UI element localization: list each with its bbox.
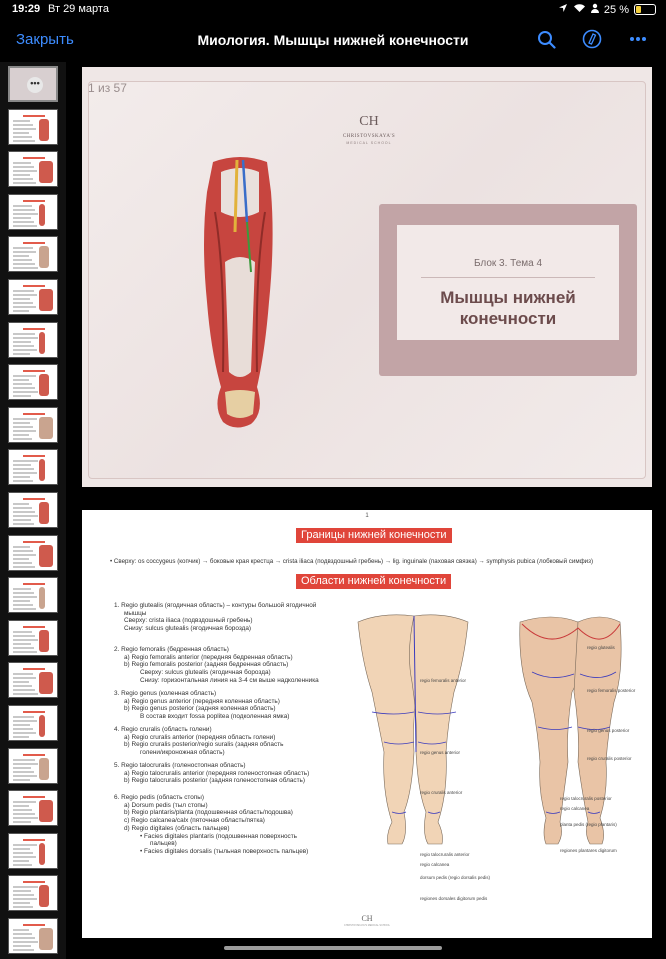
front-region-label: regio cruralis anterior [420, 790, 463, 795]
heading-regions: Области нижней конечности [296, 574, 451, 589]
back-region-label: regio cruralis posterior [587, 756, 632, 761]
thumbnail-page-12[interactable] [8, 535, 58, 571]
thumbnail-page-13[interactable] [8, 577, 58, 613]
markup-icon[interactable] [582, 28, 602, 50]
nav-actions [536, 28, 648, 50]
document-viewer[interactable] [68, 62, 666, 959]
back-region-label: regiones plantares digitorum [560, 848, 617, 853]
status-indicators [558, 3, 656, 16]
school-name: CHRISTOVSKAYA'S [342, 134, 396, 139]
region-line: пальцев) [150, 840, 177, 848]
region-item-3 [114, 690, 342, 721]
back-region-label: regio femoralis posterior [587, 688, 636, 693]
region-line: 2. Regio femoralis (бедренная область) [114, 646, 229, 653]
thumbnail-page-14[interactable] [8, 620, 58, 656]
region-line: a) Regio cruralis anterior (передняя область голени) [124, 733, 276, 741]
back-region-label: regio genus posterior [587, 728, 630, 733]
title-card [379, 204, 637, 376]
cover-title [397, 287, 619, 329]
region-line: b) Regio cruralis posterior/regio suralis (задняя область [124, 741, 284, 749]
thumbnail-page-9[interactable] [8, 407, 58, 443]
page-number: 1 [365, 513, 369, 519]
wifi-icon [573, 3, 586, 16]
front-region-label: regio femoralis anterior [420, 678, 467, 683]
thumbnail-page-10[interactable] [8, 449, 58, 485]
title-card-inner [397, 225, 619, 340]
front-region-label: regio calcanea [420, 862, 450, 867]
region-item-5 [114, 762, 342, 785]
boundary-text: • Сверху: os coccygeus (копчик) → боковые края крестца → crista iliaca (подвздошный гребень) → lig. inguinale (паховая связка) → symphysis pubica (лобковый симфиз) [110, 558, 594, 565]
battery-percent: 25 % [603, 3, 629, 16]
thumbnail-page-21[interactable] [8, 918, 58, 954]
back-region-label: regio calcanea [560, 806, 590, 811]
thumbnail-page-15[interactable] [8, 662, 58, 698]
region-line: d) Regio digitales (область пальцев) [124, 824, 230, 832]
close-button[interactable]: Закрыть [16, 31, 74, 48]
thumbnail-page-11[interactable] [8, 492, 58, 528]
back-region-label: planta pedis (regio plantaris) [560, 822, 617, 827]
person-icon [591, 3, 599, 16]
front-region-label: dorsum pedis (regio dorsalis pedis) [420, 875, 491, 880]
region-line: Сверху: sulcus glutealis (ягодичная борозда) [140, 669, 271, 677]
thumbnail-page-2[interactable] [8, 109, 58, 145]
thumbnail-more-button[interactable]: ••• [27, 77, 43, 93]
regions-figure [352, 612, 647, 872]
page-counter: 1 из 57 [88, 81, 127, 95]
more-icon[interactable] [628, 28, 648, 50]
front-legs-drawing [358, 615, 468, 844]
region-line: 4. Regio cruralis (область голени) [114, 726, 212, 733]
region-line: a) Regio talocruralis anterior (передняя голеностопная область) [124, 769, 310, 777]
thumbnail-page-6[interactable] [8, 279, 58, 315]
thumbnail-page-18[interactable] [8, 790, 58, 826]
back-region-label: regio glutealis [587, 645, 615, 650]
thumbnail-page-8[interactable] [8, 364, 58, 400]
search-icon[interactable] [536, 28, 556, 50]
block-label: Блок 3. Тема 4 [473, 258, 543, 269]
back-region-label: regio talocruralis posterior [560, 796, 612, 801]
front-region-label: regio talocruralis anterior [420, 852, 470, 857]
thumbnail-page-17[interactable] [8, 748, 58, 784]
region-line: • Facies digitales plantaris (подошвенная поверхность [140, 832, 298, 840]
thumbnail-page-20[interactable] [8, 875, 58, 911]
thumbnail-sidebar[interactable] [0, 62, 66, 959]
home-indicator[interactable] [224, 946, 442, 950]
location-icon [558, 3, 568, 16]
region-line: Сверху: crista iliaca (подвздошный гребень) [124, 617, 253, 625]
thumbnail-page-19[interactable] [8, 833, 58, 869]
battery-level [636, 6, 641, 13]
region-line: голени/икроножная область) [140, 749, 225, 757]
thumbnail-page-4[interactable] [8, 194, 58, 230]
region-line: 3. Regio genus (коленная область) [114, 690, 217, 697]
status-time: 19:29 [12, 3, 41, 15]
thumbnail-page-1[interactable] [8, 66, 58, 102]
footer-logo: CH [361, 914, 373, 923]
cover-title-line-2: конечности [459, 309, 557, 328]
region-item-6 [114, 794, 342, 856]
boundary-text-content: Сверху: os coccygeus (копчик) → боковые края крестца → crista iliaca (подвздошный гребень) → lig. inguinale (паховая связка) → symphysis pubica (лобковый симфиз) [113, 558, 594, 565]
page-2 [82, 510, 652, 938]
school-subtitle: MEDICAL SCHOOL [346, 141, 392, 145]
region-line: мышцы [124, 609, 147, 617]
region-line: 6. Regio pedis (область стопы) [114, 794, 204, 801]
title-divider [421, 277, 595, 278]
cover-title-line-1: Мышцы нижней [440, 288, 576, 307]
region-line: a) Regio genus anterior (передняя коленная область) [124, 697, 280, 705]
region-line: Снизу: sulcus glutealis (ягодичная борозда) [124, 625, 252, 633]
status-bar [0, 0, 666, 20]
region-line: a) Regio femoralis anterior (передняя бедренная область) [124, 653, 293, 661]
region-item-4 [114, 726, 342, 757]
document-title: Миология. Мышцы нижней конечности [197, 32, 469, 48]
footer-school-name: CHRISTOVSKAYA'S MEDICAL SCHOOL [344, 924, 390, 927]
thumbnail-page-3[interactable] [8, 151, 58, 187]
front-region-label: regio genus anterior [420, 750, 461, 755]
region-line: 1. Regio glutealis (ягодичная область) – контуры большой ягодичной [114, 602, 317, 609]
thumbnail-page-7[interactable] [8, 322, 58, 358]
region-item-1 [114, 602, 342, 633]
region-line: • Facies digitales dorsalis (тыльная поверхность пальцев) [140, 847, 309, 855]
cover-background [88, 81, 646, 479]
page-1 [82, 67, 652, 487]
region-line: a) Dorsum pedis (тыл стопы) [124, 801, 208, 809]
region-line: c) Regio calcanea/calx (пяточная область/пятка) [124, 817, 265, 825]
heading-boundaries: Границы нижней конечности [296, 528, 452, 543]
navigation-bar [0, 20, 666, 62]
region-line: b) Regio plantaris/planta (подошвенная область/подошва) [124, 809, 293, 817]
region-line: 5. Regio talocruralis (голеностопная область) [114, 762, 246, 769]
region-line: В состав входит fossa poplitea (подколенная ямка) [140, 713, 290, 721]
region-line: b) Regio talocruralis posterior (задняя голеностопная область) [124, 777, 305, 785]
thumbnail-page-16[interactable] [8, 705, 58, 741]
leg-muscle-illustration [185, 152, 295, 432]
region-line: b) Regio femoralis posterior (задняя бедренная область) [124, 661, 289, 669]
region-item-2 [114, 646, 342, 685]
front-region-label: regiones dorsales digitorum pedis [420, 896, 488, 901]
region-line: b) Regio genus posterior (задняя коленная область) [124, 705, 276, 713]
school-logo: CH [359, 114, 379, 129]
battery-icon [634, 4, 656, 15]
status-date: Вт 29 марта [48, 3, 109, 15]
thumbnail-page-5[interactable] [8, 236, 58, 272]
region-line: Снизу: горизонтальная линия на 3-4 см выше надколенника [140, 676, 319, 684]
